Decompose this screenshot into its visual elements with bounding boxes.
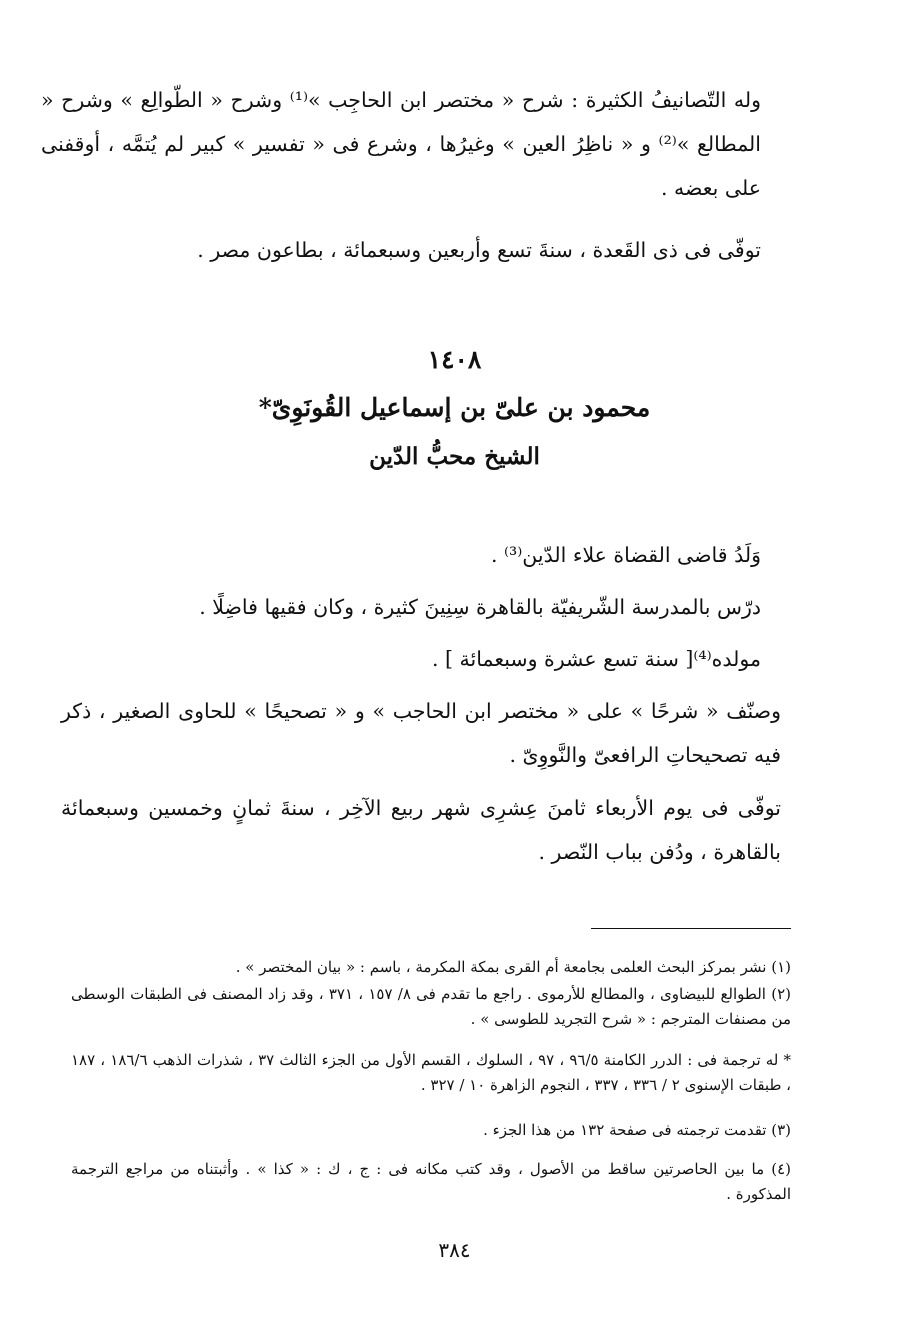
teaching-paragraph: درّس بالمدرسة الشّريفيّة بالقاهرة سِنِينَ كثيرة ، وكان فقيها فاضِلًا . bbox=[199, 595, 761, 619]
entry-death-paragraph: توفّى فى يوم الأربعاء ثامنَ عِشرِى شهر ربيع الآخِر ، سنةَ ثمانٍ وخمسين وسبعمائة بالقاهرة ، ودُفن بباب النّصر . bbox=[61, 796, 781, 864]
footnote-2: (٢) الطوالع للبيضاوى ، والمطالع للأرموى . راجع ما تقدم فى ٨/ ١٥٧ ، ٣٧١ ، وقد زاد المصنف فى الطبقات الوسطى من مصنفات المترجم : « شرح التجريد للطوسى » . bbox=[71, 985, 791, 1028]
entry-number: ١٤٠٨ bbox=[427, 345, 482, 374]
entry-works-paragraph: وصنّف « شرحًا » على « مختصر ابن الحاجب » و « تصحيحًا » للحاوى الصغير ، ذكر فيه تصحيحاتِ الرافعىّ والنَّووِىّ . bbox=[61, 699, 781, 767]
page-number: ٣٨٤ bbox=[438, 1238, 471, 1262]
works-paragraph: وله التّصانيفُ الكثيرة : شرح « مختصر ابن الحاجِب »⁽¹⁾ وشرح « الطّوالِع » وشرح « المطالع »⁽²⁾ و « ناظِرُ العين » وغيرُها ، وشرع فى « تفسير » كبير لم يُتمَّه ، أوقفنى على بعضه . bbox=[41, 88, 762, 200]
entry-name: محمود بن علىّ بن إسماعيل القُونَوِىّ* bbox=[258, 393, 651, 422]
father-paragraph: وَلَدُ قاضى القضاة علاء الدّين⁽³⁾ . bbox=[490, 543, 761, 567]
footnote-3: (٣) تقدمت ترجمته فى صفحة ١٣٢ من هذا الجزء . bbox=[483, 1121, 791, 1139]
death-paragraph: توفّى فى ذى القَعدة ، سنةَ تسع وأربعين وسبعمائة ، بطاعون مصر . bbox=[197, 238, 761, 262]
birth-paragraph: مولده⁽⁴⁾[ سنة تسع عشرة وسبعمائة ] . bbox=[432, 647, 761, 671]
entry-title: الشيخ محبُّ الدّين bbox=[369, 443, 540, 470]
footnote-1: (١) نشر بمركز البحث العلمى بجامعة أم القرى بمكة المكرمة ، باسم : « بيان المختصر » . bbox=[235, 958, 791, 976]
footnote-divider bbox=[591, 928, 791, 929]
footnote-4: (٤) ما بين الحاصرتين ساقط من الأصول ، وقد كتب مكانه فى : ج ، ك : « كذا » . وأثبتناه من مراجع الترجمة المذكورة . bbox=[71, 1160, 791, 1203]
footnote-star: * له ترجمة فى : الدرر الكامنة ٩٦/٥ ، ٩٧ ، السلوك ، القسم الأول من الجزء الثالث ٣٧ ، شذرات الذهب ١٨٦/٦ ، ١٨٧ ، طبقات الإسنوى ٢ / ٣٣٦ ، ٣٣٧ ، النجوم الزاهرة ١٠ / ٣٢٧ . bbox=[71, 1051, 791, 1094]
